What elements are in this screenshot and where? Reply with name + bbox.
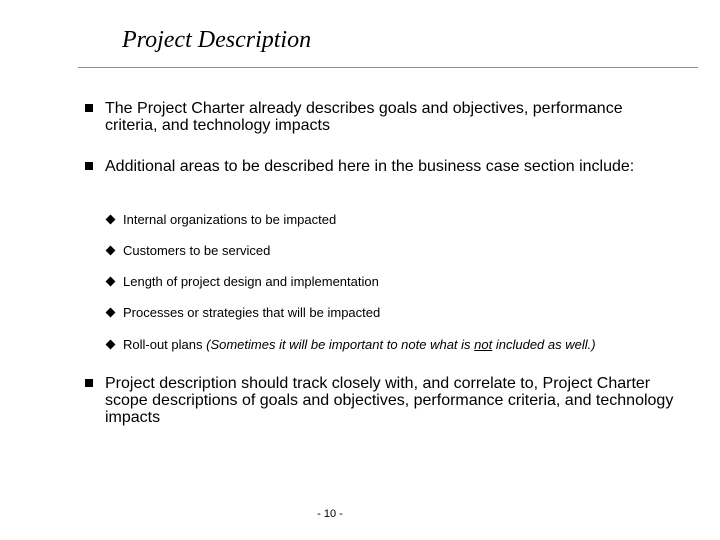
sub-item-customers: Customers to be serviced (123, 243, 271, 258)
diamond-bullet-icon (106, 277, 116, 287)
square-bullet-icon (85, 104, 93, 112)
rollout-label: Roll-out plans (123, 337, 207, 352)
diamond-bullet-icon (106, 246, 116, 256)
title-divider (78, 67, 698, 68)
sub-item-processes: Processes or strategies that will be impacted (123, 305, 381, 320)
diamond-bullet-icon (106, 308, 116, 318)
slide-title: Project Description (122, 27, 312, 53)
rollout-note-after: included as well.) (492, 337, 596, 352)
page-number: - 10 - (317, 508, 343, 520)
square-bullet-icon (85, 162, 93, 170)
diamond-bullet-icon (106, 215, 116, 225)
bullet-text-track-closely: Project description should track closely with, and correlate to, Project Charter scope descriptions of goals and objectives, performance criteria, and technology impacts (105, 375, 674, 426)
rollout-note-emphasis: not (474, 337, 493, 352)
square-bullet-icon (85, 379, 93, 387)
bullet-text-charter: The Project Charter already describes goals and objectives, performance criteria, and technology impacts (105, 100, 623, 134)
bullet-text-additional-areas: Additional areas to be described here in the business case section include: (105, 158, 635, 175)
rollout-note-before: (Sometimes it will be important to note what is (206, 337, 475, 352)
sub-item-organizations: Internal organizations to be impacted (123, 212, 337, 227)
diamond-bullet-icon (106, 340, 116, 350)
sub-item-rollout (123, 337, 596, 353)
sub-item-length: Length of project design and implementation (123, 274, 379, 289)
